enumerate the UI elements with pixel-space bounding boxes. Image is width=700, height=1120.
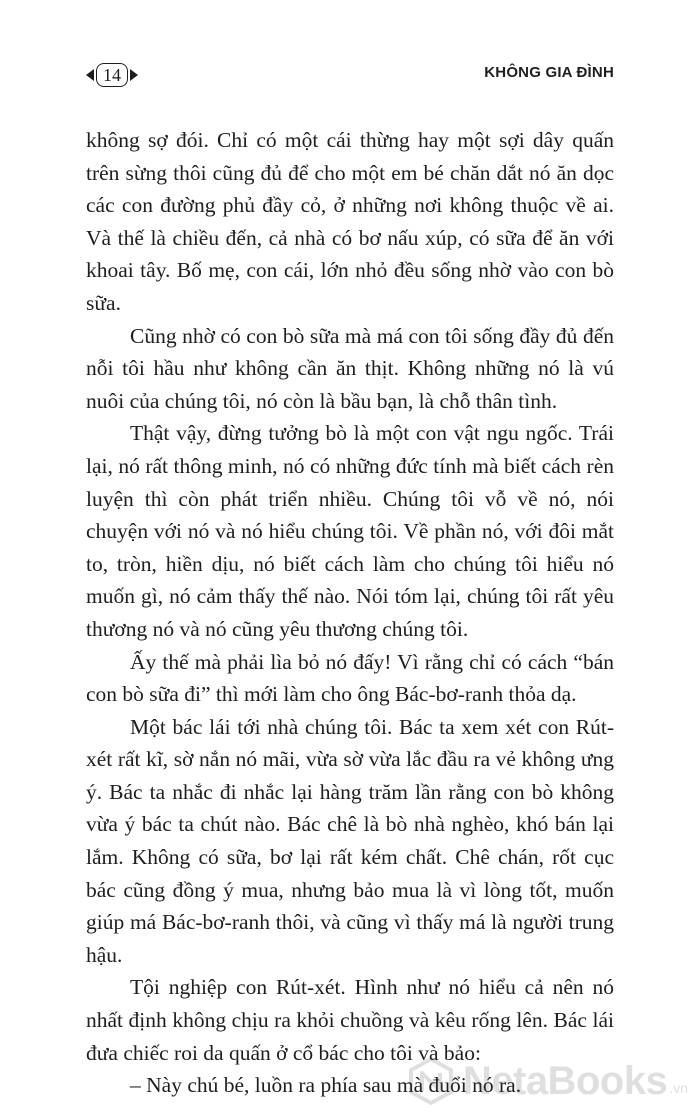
body-text <box>86 124 614 1102</box>
netabooks-logo-icon <box>407 1057 455 1105</box>
paragraph: Ấy thế mà phải lìa bỏ nó đấy! Vì rằng chỉ có cách “bán con bò sữa đi” thì mới làm cho ông Bác-bơ-ranh thỏa dạ. <box>86 649 614 707</box>
triangle-left-icon <box>86 69 94 81</box>
watermark-brand: NetaBooks <box>462 1058 668 1103</box>
paragraph: Tội nghiệp con Rút-xét. Hình như nó hiểu cả nên nó nhất định không chịu ra khỏi chuồng và kêu rống lên. Bác lái đưa chiếc roi da quấn ở cổ bác cho tôi và bảo: <box>86 975 614 1065</box>
triangle-right-icon <box>130 69 138 81</box>
watermark-suffix: .vn <box>669 1080 688 1096</box>
paragraph: không sợ đói. Chỉ có một cái thừng hay một sợi dây quấn trên sừng thôi cũng đủ để cho một em bé chăn dắt nó ăn dọc các con đường phủ đầy cỏ, ở những nơi không thuộc về ai. Và thế là chiều đến, cả nhà có bơ nấu xúp, có sữa để ăn với khoai tây. Bố mẹ, con cái, lớn nhỏ đều sống nhờ vào con bò sữa. <box>86 128 614 315</box>
paragraph: Một bác lái tới nhà chúng tôi. Bác ta xem xét con Rút-xét rất kĩ, sờ nắn nó mãi, vừa sờ vừa lắc đầu ra vẻ không ưng ý. Bác ta nhắc đi nhắc lại hàng trăm lần rằng con bò không vừa ý bác ta chút nào. Bác chê là bò nhà nghèo, khó bán lại lắm. Không có sữa, bơ lại rất kém chất. Chê chán, rốt cục bác cũng đồng ý mua, nhưng bảo mua là vì lòng tốt, muốn giúp má Bác-bơ-ranh thôi, và cũng vì thấy má là người trung hậu. <box>86 714 614 967</box>
paragraph: Cũng nhờ có con bò sữa mà má con tôi sống đầy đủ đến nỗi tôi hầu như không cần ăn thịt. Không những nó là vú nuôi của chúng tôi, nó còn là bầu bạn, là chỗ thân tình. <box>86 323 614 413</box>
watermark <box>407 1056 688 1106</box>
page-header <box>86 60 614 90</box>
paragraph: Thật vậy, đừng tưởng bò là một con vật ngu ngốc. Trái lại, nó rất thông minh, nó có những đức tính mà biết cách rèn luyện thì còn phát triển nhiều. Chúng tôi vỗ về nó, nói chuyện với nó và nó hiểu chúng tôi. Về phần nó, với đôi mắt to, tròn, hiền dịu, nó biết cách làm cho chúng tôi hiểu nó muốn gì, nó cảm thấy thế nào. Nói tóm lại, chúng tôi rất yêu thương nó và nó cũng yêu thương chúng tôi. <box>86 421 614 641</box>
book-title: KHÔNG GIA ĐÌNH <box>484 64 614 81</box>
page-number: 14 <box>96 63 128 87</box>
page-number-badge <box>86 60 138 90</box>
paragraph: – Này chú bé, luồn ra phía sau mà đuổi nó ra. <box>130 1073 522 1098</box>
